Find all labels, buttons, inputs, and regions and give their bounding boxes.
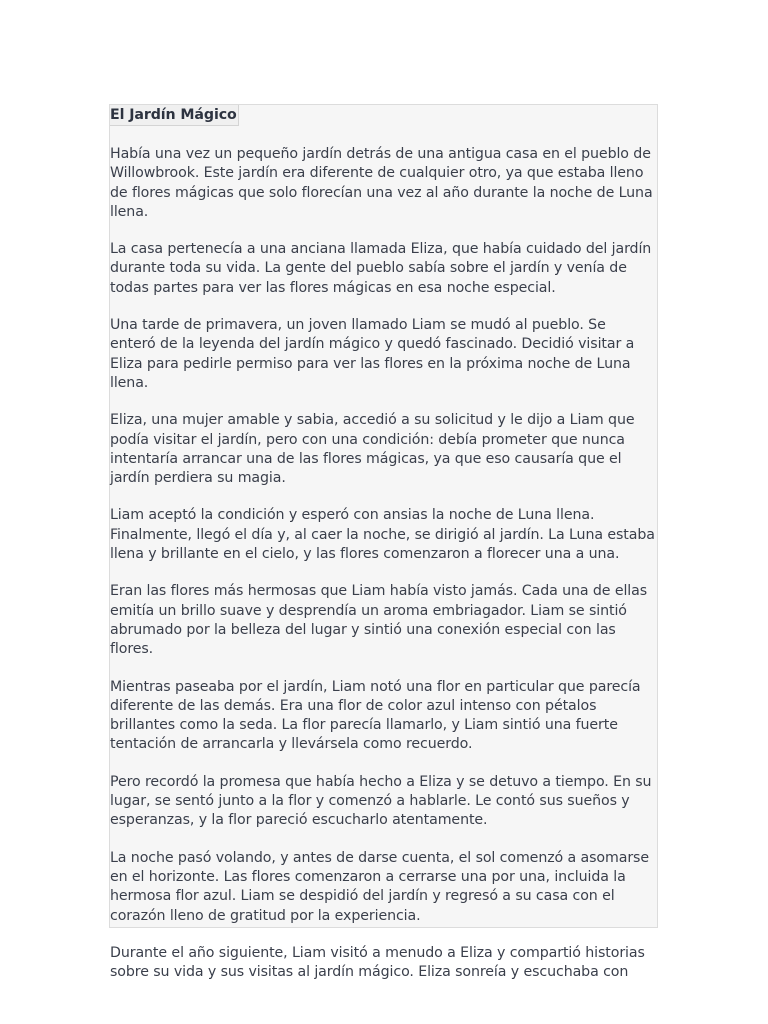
paragraph: Pero recordó la promesa que había hecho a Eliza y se detuvo a tiempo. En su lugar, se sentó junto a la flor y comenzó a hablarle. Le contó sus sueños y esperanzas, y la flor pareció escucharlo atentamente.: [110, 773, 652, 829]
paragraph: Eran las flores más hermosas que Liam había visto jamás. Cada una de ellas emitía un brillo suave y desprendía un aroma embriagador. Liam se sintió abrumado por la belleza del lugar y sintió una conexión especial con las flores.: [110, 583, 648, 658]
document-body: [110, 105, 657, 982]
paragraph: Había una vez un pequeño jardín detrás de una antigua casa en el pueblo de Willowbrook. Este jardín era diferente de cualquier otro, ya que estaba lleno de flores mágicas que solo florecían una vez al año durante la noche de Luna llena.: [110, 146, 653, 220]
paragraph: Una tarde de primavera, un joven llamado Liam se mudó al pueblo. Se enteró de la leyenda del jardín mágico y quedó fascinado. Decidió visitar a Eliza para pedirle permiso para ver las flores en la próxima noche de Luna llena.: [110, 317, 635, 391]
paragraph: Durante el año siguiente, Liam visitó a menudo a Eliza y compartió historias sobre su vida y sus visitas al jardín mágico. Eliza sonreía y escuchaba con: [110, 944, 645, 981]
paragraph: Liam aceptó la condición y esperó con ansias la noche de Luna llena. Finalmente, llegó el día y, al caer la noche, se dirigió al jardín. La Luna estaba llena y brillante en el cielo, y las flores comenzaron a florecer una a una.: [110, 507, 655, 563]
document-title: El Jardín Mágico: [110, 105, 239, 126]
paragraph: Eliza, una mujer amable y sabia, accedió a su solicitud y le dijo a Liam que podía visitar el jardín, pero con una condición: debía prometer que nunca intentaría arrancar una de las flores mágicas, ya que eso causaría que el jardín perdiera su magia.: [110, 412, 635, 487]
document-page: [109, 104, 658, 981]
paragraph: Mientras paseaba por el jardín, Liam notó una flor en particular que parecía diferente de las demás. Era una flor de color azul intenso con pétalos brillantes como la seda. La flor parecía llamarlo, y Liam sintió una fuerte tentación de arrancarla y llevársela como recuerdo.: [110, 678, 641, 753]
paragraph: La noche pasó volando, y antes de darse cuenta, el sol comenzó a asomarse en el horizonte. Las flores comenzaron a cerrarse una por una, incluida la hermosa flor azul. Liam se despidió del jardín y regresó a su casa con el corazón lleno de gratitud por la experiencia.: [110, 849, 649, 924]
paragraph: La casa pertenecía a una anciana llamada Eliza, que había cuidado del jardín durante toda su vida. La gente del pueblo sabía sobre el jardín y venía de todas partes para ver las flores mágicas en esa noche especial.: [110, 241, 652, 296]
